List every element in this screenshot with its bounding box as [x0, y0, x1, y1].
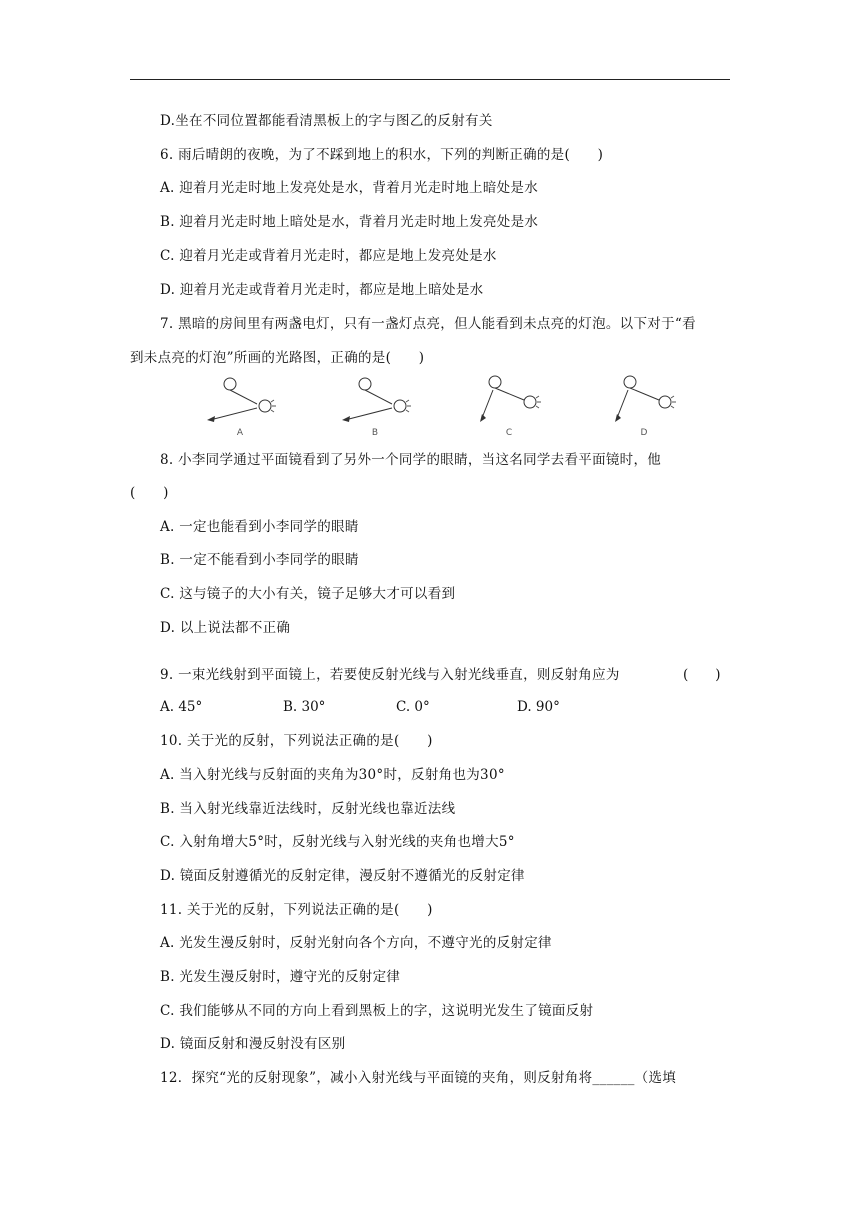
question-11: 11. 关于光的反射，下列说法正确的是( ) — [160, 902, 433, 918]
option-c: C. 0° — [396, 699, 430, 715]
option-line: D.坐在不同位置都能看清黑板上的字与图乙的反射有关 — [160, 113, 493, 129]
option-line: C. 入射角增大5°时，反射光线与入射光线的夹角也增大5° — [160, 834, 515, 850]
question-9-paren: ( ) — [683, 667, 721, 683]
question-6: 6. 雨后晴朗的夜晚，为了不踩到地上的积水，下列的判断正确的是( ) — [160, 147, 604, 163]
option-line: C. 迎着月光走或背着月光走时，都应是地上发亮处是水 — [160, 248, 497, 264]
option-line: B. 迎着月光走时地上暗处是水，背着月光走时地上发亮处是水 — [160, 214, 539, 230]
option-line: D. 以上说法都不正确 — [160, 620, 291, 636]
figure-label: A — [236, 428, 244, 438]
option-b: B. 30° — [283, 699, 326, 715]
figure-a — [195, 372, 295, 442]
header-rule — [130, 79, 730, 80]
figure-b — [330, 372, 430, 442]
question-7-cont: 到未点亮的灯泡”所画的光路图，正确的是( ) — [130, 350, 425, 366]
question-10: 10. 关于光的反射，下列说法正确的是( ) — [160, 733, 433, 749]
option-line: D. 迎着月光走或背着月光走时，都应是地上暗处是水 — [160, 282, 484, 298]
option-line: A. 一定也能看到小李同学的眼睛 — [160, 519, 359, 535]
question-9: 9. 一束光线射到平面镜上，若要使反射光线与入射光线垂直，则反射角应为 — [160, 667, 620, 683]
figure-label: D — [640, 428, 648, 438]
light-path-figures — [195, 372, 695, 442]
question-7: 7. 黑暗的房间里有两盏电灯，只有一盏灯点亮，但人能看到未点亮的灯泡。以下对于“看 — [160, 316, 696, 332]
option-line: C. 我们能够从不同的方向上看到黑板上的字，这说明光发生了镜面反射 — [160, 1003, 594, 1019]
figure-d — [595, 372, 695, 442]
figure-c — [460, 372, 560, 442]
option-line: B. 光发生漫反射时，遵守光的反射定律 — [160, 969, 401, 985]
option-line: A. 光发生漫反射时，反射光射向各个方向，不遵守光的反射定律 — [160, 935, 552, 951]
figure-label: B — [371, 428, 379, 438]
option-line: B. 当入射光线靠近法线时，反射光线也靠近法线 — [160, 801, 456, 817]
figure-label: C — [505, 428, 513, 438]
question-8-paren: ( ) — [130, 485, 169, 501]
option-line: B. 一定不能看到小李同学的眼睛 — [160, 552, 359, 568]
question-8: 8. 小李同学通过平面镜看到了另外一个同学的眼睛，当这名同学去看平面镜时，他 — [160, 452, 662, 468]
option-a: A. 45° — [160, 699, 203, 715]
option-line: D. 镜面反射和漫反射没有区别 — [160, 1036, 346, 1052]
option-line: D. 镜面反射遵循光的反射定律，漫反射不遵循光的反射定律 — [160, 868, 525, 884]
option-line: A. 当入射光线与反射面的夹角为30°时，反射角也为30° — [160, 767, 505, 783]
option-line: A. 迎着月光走时地上发亮处是水，背着月光走时地上暗处是水 — [160, 180, 539, 196]
option-line: C. 这与镜子的大小有关，镜子足够大才可以看到 — [160, 586, 456, 602]
option-d: D. 90° — [517, 699, 560, 715]
question-12: 12．探究“光的反射现象”，减小入射光线与平面镜的夹角，则反射角将______（选填 — [160, 1070, 677, 1086]
